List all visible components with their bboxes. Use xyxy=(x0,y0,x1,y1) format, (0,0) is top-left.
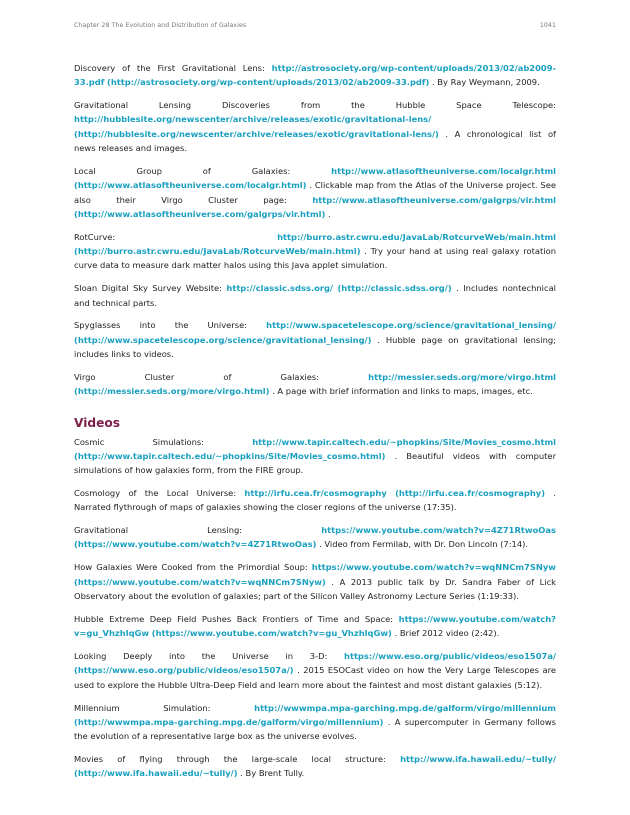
entry-description: . xyxy=(325,208,331,219)
list-item xyxy=(74,370,556,399)
list-item xyxy=(74,435,556,478)
entry-description: . 2015 ESOCast video on how the Very Large Telescopes are used to explore the Hubble Ultra-Deep Field and learn more about the faintest and most distant galaxies (5:12). xyxy=(74,665,556,690)
entry-link[interactable]: https://www.eso.org/public/videos/eso1507a/ xyxy=(344,651,556,662)
entry-link-paren[interactable]: (http://astrosociety.org/wp-content/uploads/2013/02/ab2009-33.pdf) xyxy=(107,77,430,88)
entry-link[interactable]: http://wwwmpa.mpa-garching.mpg.de/galform/virgo/millennium xyxy=(254,702,556,713)
list-item xyxy=(74,649,556,692)
entry-title: Virgo Cluster of Galaxies: xyxy=(74,371,369,382)
list-item xyxy=(74,523,556,552)
entry-title: Cosmology of the Local Universe: xyxy=(74,487,245,498)
entry-title: Looking Deeply into the Universe in 3-D: xyxy=(74,651,345,662)
entry-description: . Includes nontechnical and technical parts. xyxy=(74,283,556,308)
entry-title: Gravitational Lensing: xyxy=(74,525,322,536)
entry-description: . Brief 2012 video (2:42). xyxy=(391,628,500,639)
entry-link-paren[interactable]: (http://burro.astr.cwru.edu/JavaLab/RotcurveWeb/main.html) xyxy=(74,246,361,257)
entry-title: Spyglasses into the Universe: xyxy=(74,320,267,331)
entry-link[interactable]: http://www.atlasoftheuniverse.com/galgrps/vir.html xyxy=(312,194,556,205)
page-number: 1041 xyxy=(539,22,556,29)
entry-link[interactable]: http://hubblesite.org/newscenter/archive/releases/exotic/gravitational-lens/ xyxy=(74,114,432,125)
chapter-title: Chapter 28 The Evolution and Distribution of Galaxies xyxy=(74,22,247,29)
entry-description: . Clickable map from the Atlas of the Universe project. See also their Virgo Cluster page: xyxy=(74,180,556,205)
list-item xyxy=(74,560,556,603)
entry-link[interactable]: http://www.atlasoftheuniverse.com/localgr.html xyxy=(331,165,556,176)
entry-link[interactable]: http://www.ifa.hawaii.edu/~tully/ xyxy=(400,754,556,764)
list-item xyxy=(74,752,556,781)
resource-list-websites xyxy=(74,61,556,399)
entry-link-paren[interactable]: (http://irfu.cea.fr/cosmography) xyxy=(395,487,546,498)
resource-list-videos xyxy=(74,435,556,781)
list-item xyxy=(74,281,556,310)
entry-description: . Narrated flythrough of maps of galaxies showing the closer regions of the universe (17:35). xyxy=(74,487,557,513)
entry-title: Millennium Simulation: xyxy=(74,702,255,713)
list-item xyxy=(74,230,556,273)
entry-description: . A supercomputer in Germany follows the evolution of a representative large box as the universe evolves. xyxy=(74,716,556,742)
entry-link-paren[interactable]: (https://www.eso.org/public/videos/eso1507a/) xyxy=(74,665,294,676)
list-item xyxy=(74,318,556,361)
entry-link[interactable]: http://irfu.cea.fr/cosmography xyxy=(244,487,387,498)
list-item xyxy=(74,612,556,641)
entry-link-paren[interactable]: (http://www.atlasoftheuniverse.com/localgr.html) xyxy=(74,180,307,191)
list-item xyxy=(74,486,556,515)
list-item xyxy=(74,164,556,221)
entry-link[interactable]: http://astrosociety.org/wp-content/uploads/2013/02/ab2009-33.pdf xyxy=(74,63,556,88)
entry-title: Gravitational Lensing Discoveries from the Hubble Space Telescope: xyxy=(74,100,556,111)
entry-link-paren[interactable]: (http://classic.sdss.org/) xyxy=(337,283,452,294)
entry-title: Cosmic Simulations: xyxy=(74,436,253,447)
entry-link[interactable]: http://messier.seds.org/more/virgo.html xyxy=(368,371,556,382)
entry-link-paren[interactable]: (https://www.youtube.com/watch?v=wqNNCm7SNyw) xyxy=(74,576,326,587)
entry-title: Local Group of Galaxies: xyxy=(74,165,332,176)
entry-link[interactable]: http://www.tapir.caltech.edu/~phopkins/Site/Movies_cosmo.html xyxy=(252,436,556,447)
entry-description: . By Ray Weymann, 2009. xyxy=(429,77,540,88)
videos-heading: Videos xyxy=(74,415,121,430)
entry-link[interactable]: https://www.youtube.com/watch?v=gu_VhzhlqGw xyxy=(74,613,556,639)
list-item xyxy=(74,701,556,744)
list-item xyxy=(74,98,556,155)
page-content xyxy=(74,61,556,789)
entry-link-paren[interactable]: (http://www.atlasoftheuniverse.com/galgrps/vir.html) xyxy=(74,208,326,219)
entry-description: . A 2013 public talk by Dr. Sandra Faber of Lick Observatory about the evolution of galaxies; part of the Silicon Valley Astronomy Lecture Series (1:19:33). xyxy=(74,576,556,601)
entry-title: Discovery of the First Gravitational Lens: xyxy=(74,63,272,73)
entry-link-paren[interactable]: (http://wwwmpa.mpa-garching.mpg.de/galform/virgo/millennium) xyxy=(74,716,384,727)
entry-title: How Galaxies Were Cooked from the Primordial Soup: xyxy=(74,562,312,573)
entry-title: RotCurve: xyxy=(74,231,278,242)
entry-link-paren[interactable]: (https://www.youtube.com/watch?v=gu_VhzhlqGw) xyxy=(151,628,392,639)
entry-title: Sloan Digital Sky Survey Website: xyxy=(74,283,227,294)
entry-description: . Try your hand at using real galaxy rotation curve data to measure dark matter halos using this Java applet simulation. xyxy=(74,246,556,271)
entry-link[interactable]: http://www.spacetelescope.org/science/gravitational_lensing/ xyxy=(266,320,556,331)
entry-link-paren[interactable]: (http://hubblesite.org/newscenter/archive/releases/exotic/gravitational-lens/) xyxy=(74,128,439,139)
entry-description: . Hubble page on gravitational lensing; includes links to videos. xyxy=(74,334,556,360)
page-header xyxy=(74,22,556,29)
entry-link-paren[interactable]: (https://www.youtube.com/watch?v=4Z71RtwoOas) xyxy=(74,539,317,550)
entry-title: Hubble Extreme Deep Field Pushes Back Frontiers of Time and Space: xyxy=(74,613,399,624)
entry-description: . By Brent Tully. xyxy=(237,768,305,779)
entry-link[interactable]: http://burro.astr.cwru.edu/JavaLab/RotcurveWeb/main.html xyxy=(277,231,556,242)
entry-link-paren[interactable]: (http://www.ifa.hawaii.edu/~tully/) xyxy=(74,768,238,779)
entry-link[interactable]: https://www.youtube.com/watch?v=4Z71RtwoOas xyxy=(321,525,556,536)
entry-description: . A page with brief information and links to maps, images, etc. xyxy=(269,386,533,397)
entry-link[interactable]: http://classic.sdss.org/ xyxy=(226,283,333,294)
entry-link[interactable]: https://www.youtube.com/watch?v=wqNNCm7SNyw xyxy=(311,562,556,573)
entry-description: . Video from Fermilab, with Dr. Don Lincoln (7:14). xyxy=(316,539,529,550)
entry-link-paren[interactable]: (http://messier.seds.org/more/virgo.html) xyxy=(74,386,270,397)
entry-link-paren[interactable]: (http://www.tapir.caltech.edu/~phopkins/Site/Movies_cosmo.html) xyxy=(74,450,386,461)
entry-description: . Beautiful videos with computer simulations of how galaxies form, from the FIRE group. xyxy=(74,450,556,476)
entry-link-paren[interactable]: (http://www.spacetelescope.org/science/gravitational_lensing/) xyxy=(74,334,372,345)
list-item xyxy=(74,61,556,90)
entry-description: . A chronological list of news releases and images. xyxy=(74,128,556,154)
entry-title: Movies of flying through the large-scale local structure: xyxy=(74,754,401,764)
